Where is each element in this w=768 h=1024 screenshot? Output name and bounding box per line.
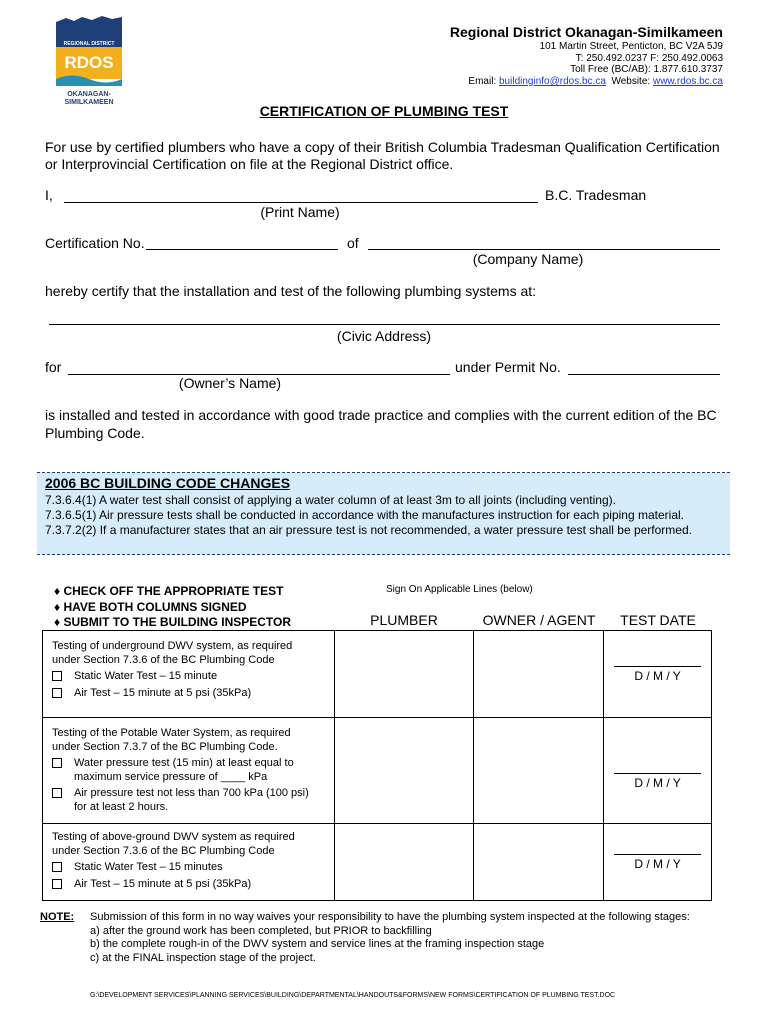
test-option-label: maximum service pressure of ____ kPa	[74, 771, 268, 783]
notice-title: 2006 BC BUILDING CODE CHANGES	[45, 475, 291, 491]
date-line[interactable]	[614, 773, 701, 774]
org-name: Regional District Okanagan-Similkameen	[449, 24, 723, 40]
i-label: I,	[45, 187, 53, 203]
row-desc: under Section 7.3.6 of the BC Plumbing Code	[52, 654, 275, 666]
company-name-caption: (Company Name)	[472, 251, 584, 267]
civic-address-line[interactable]	[49, 324, 720, 325]
test-option-label: Static Water Test – 15 minute	[74, 670, 218, 682]
row-desc: Testing of above-ground DWV system as required	[52, 831, 295, 843]
logo-line1: OKANAGAN-	[67, 91, 111, 98]
note-item: a) after the ground work has been completed, but PRIOR to backfilling	[90, 925, 432, 937]
test-date-cell[interactable]	[604, 631, 712, 718]
test-option-label: Air pressure test not less than 700 kPa (100 psi)	[74, 787, 309, 799]
code-changes-notice	[37, 472, 730, 555]
compliance-line-1: is installed and tested in accordance with good trade practice and complies with the current edition of the BC	[45, 407, 717, 423]
test-description-cell	[43, 824, 335, 901]
email-label: Email:	[468, 76, 497, 87]
diamond-bullet-icon: ♦	[54, 600, 61, 614]
website-label: Website:	[611, 76, 651, 87]
notice-line: 7.3.6.5(1) Air pressure tests shall be conducted in accordance with the manufactures instruction for each piping material.	[45, 508, 685, 522]
intro-line-2: or Interprovincial Certification on file at the Regional District office.	[45, 156, 454, 172]
cert-no-line[interactable]	[146, 249, 338, 250]
notice-line: 7.3.7.2(2) If a manufacturer states that an air pressure test is not recommended, a water pressure test shall be performed.	[45, 523, 692, 537]
plumber-signature-cell[interactable]	[334, 718, 474, 824]
col-header-plumber: PLUMBER	[370, 612, 438, 628]
permit-label: under Permit No.	[455, 359, 561, 375]
for-label: for	[45, 359, 62, 375]
date-line[interactable]	[614, 854, 701, 855]
certify-text: hereby certify that the installation and test of the following plumbing systems at:	[45, 283, 537, 299]
test-option-label: Air Test – 15 minute at 5 psi (35kPa)	[74, 687, 252, 699]
row-desc: Testing of underground DWV system, as required	[52, 640, 293, 652]
instruction-item: ♦ CHECK OFF THE APPROPRIATE TEST	[54, 584, 284, 598]
notice-line: 7.3.6.4(1) A water test shall consist of applying a water column of at least 3m to all joints (including venting).	[45, 493, 616, 507]
owner-signature-cell[interactable]	[474, 631, 604, 718]
logo-line2: SIMILKAMEEN	[64, 99, 114, 106]
note-label: NOTE:	[40, 911, 75, 923]
cert-no-label: Certification No.	[45, 235, 145, 251]
diamond-bullet-icon: ♦	[54, 584, 61, 598]
col-header-date: TEST DATE	[620, 612, 696, 628]
org-address: 101 Martin Street, Penticton, BC V2A 5J9	[539, 41, 723, 52]
test-date-cell[interactable]	[604, 824, 712, 901]
test-description-cell	[43, 631, 335, 718]
note-text: Submission of this form in no way waives your responsibility to have the plumbing system inspected at the following stages:	[90, 911, 690, 923]
plumber-signature-cell[interactable]	[334, 824, 474, 901]
test-checkbox[interactable]	[52, 688, 62, 698]
footer-file-path: G:\DEVELOPMENT SERVICES\PLANNING SERVICES\BUILDING\DEPARTMENTAL\HANDOUTS&FORMS\NEW FORMS\CERTIFICATION OF PLUMBING TEST.DOC	[90, 992, 616, 999]
note-item: b) the complete rough-in of the DWV system and service lines at the framing inspection stage	[90, 938, 545, 950]
rdos-logo	[56, 16, 122, 108]
plumber-signature-cell[interactable]	[334, 631, 474, 718]
test-description-cell	[43, 718, 335, 824]
sign-note: Sign On Applicable Lines (below)	[386, 584, 533, 595]
owner-name-caption: (Owner’s Name)	[178, 375, 282, 391]
row-desc: under Section 7.3.6 of the BC Plumbing Code	[52, 845, 275, 857]
test-checkbox[interactable]	[52, 879, 62, 889]
email-link[interactable]: buildinginfo@rdos.bc.ca	[499, 76, 606, 87]
test-checkbox[interactable]	[52, 671, 62, 681]
of-label: of	[347, 235, 359, 251]
date-line[interactable]	[614, 666, 701, 667]
test-checkbox[interactable]	[52, 758, 62, 768]
website-link[interactable]: www.rdos.bc.ca	[652, 76, 723, 87]
test-checkbox[interactable]	[52, 788, 62, 798]
test-option-label: Air Test – 15 minute at 5 psi (35kPa)	[74, 878, 252, 890]
instruction-item: ♦ SUBMIT TO THE BUILDING INSPECTOR	[54, 615, 292, 629]
owner-signature-cell[interactable]	[474, 824, 604, 901]
table-row	[43, 718, 712, 824]
test-option-label: for at least 2 hours.	[74, 801, 169, 813]
print-name-caption: (Print Name)	[260, 204, 340, 220]
test-option-label: Static Water Test – 15 minutes	[74, 861, 223, 873]
tradesman-label: B.C. Tradesman	[545, 187, 647, 203]
date-format: D / M / Y	[634, 669, 681, 683]
intro-line-1: For use by certified plumbers who have a copy of their British Columbia Tradesman Qualification Certification	[45, 139, 720, 155]
org-contact-line	[468, 76, 723, 87]
instruction-item: ♦ HAVE BOTH COLUMNS SIGNED	[54, 600, 247, 614]
date-format: D / M / Y	[634, 857, 681, 871]
date-format: D / M / Y	[634, 776, 681, 790]
civic-address-caption: (Civic Address)	[336, 328, 432, 344]
table-row	[43, 631, 712, 718]
owner-signature-cell[interactable]	[474, 718, 604, 824]
logo-mountains	[56, 16, 122, 38]
test-table	[42, 630, 712, 901]
compliance-line-2: Plumbing Code.	[45, 425, 145, 441]
company-name-line[interactable]	[368, 249, 720, 250]
test-option-label: Water pressure test (15 min) at least equal to	[74, 757, 294, 769]
test-date-cell[interactable]	[604, 718, 712, 824]
diamond-bullet-icon: ♦	[54, 615, 61, 629]
test-checkbox[interactable]	[52, 862, 62, 872]
print-name-line[interactable]	[64, 202, 538, 203]
logo-acronym: RDOS	[64, 53, 114, 72]
col-header-owner: OWNER / AGENT	[482, 612, 596, 628]
org-toll-free: Toll Free (BC/AB): 1.877.610.3737	[570, 64, 723, 75]
row-desc: under Section 7.3.7 of the BC Plumbing Code.	[52, 741, 278, 753]
org-phone-fax: T: 250.492.0237 F: 250.492.0063	[575, 53, 723, 64]
logo-banner-text: REGIONAL DISTRICT	[63, 41, 115, 47]
row-desc: Testing of the Potable Water System, as required	[52, 727, 291, 739]
table-row	[43, 824, 712, 901]
note-item: c) at the FINAL inspection stage of the project.	[90, 952, 316, 964]
page-title: CERTIFICATION OF PLUMBING TEST	[259, 103, 509, 119]
permit-no-line[interactable]	[568, 374, 720, 375]
